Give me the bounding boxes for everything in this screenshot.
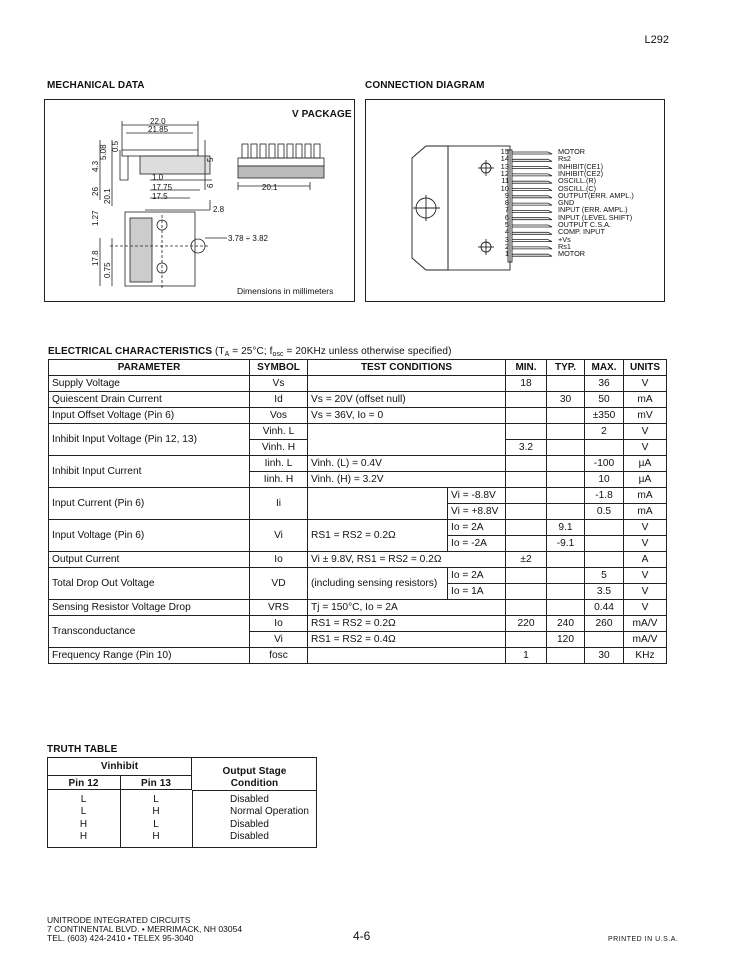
pin13-label: Pin 13 (140, 778, 172, 789)
dim-4-3: 4.3 (91, 160, 100, 172)
param-cell: Supply Voltage (49, 376, 250, 392)
table-row (49, 552, 667, 568)
condition-cell: Io = 2A (448, 520, 506, 536)
truth-pin-cell: L (80, 806, 87, 818)
condition-cell: Tj = 150°C, Io = 2A (308, 600, 506, 616)
condition-cell: Vinh. (H) = 3.2V (308, 472, 506, 488)
pin-label: MOTOR (558, 249, 586, 259)
param-cell: Input Voltage (Pin 6) (49, 520, 250, 552)
pin-number: 13 (500, 161, 509, 171)
pin-number: 15 (500, 147, 509, 156)
param-cell: Total Drop Out Voltage (49, 568, 250, 600)
min-cell: 1 (506, 648, 547, 664)
unit-cell: mA (624, 392, 667, 408)
param-cell: Transconductance (49, 616, 250, 648)
mechanical-data-title: MECHANICAL DATA (47, 80, 145, 91)
pin-number: 10 (500, 183, 509, 193)
condition-cell: Vinh. (L) = 0.4V (308, 456, 506, 472)
symbol-cell: Id (250, 392, 308, 408)
max-cell: -1.8 (585, 488, 624, 504)
footer-line-3: TEL. (603) 424-2410 • TELEX 95-3040 (47, 933, 194, 943)
param-cell: Input Offset Voltage (Pin 6) (49, 408, 250, 424)
condition-cell: RS1 = RS2 = 0.2Ω (308, 520, 448, 552)
pin-lead (512, 232, 552, 234)
table-row (49, 568, 667, 584)
symbol-cell: Vos (250, 408, 308, 424)
unit-cell: V (624, 584, 667, 600)
table-row (49, 616, 667, 632)
dim-17-75: 17.75 (152, 183, 173, 192)
condition-cell: Io = 1A (448, 584, 506, 600)
pin-number: 5 (504, 220, 509, 229)
table-row (49, 456, 667, 472)
pin-number: 4 (504, 227, 509, 237)
pin-number: 1 (504, 249, 509, 259)
truth-condition-cell: Disabled (230, 794, 269, 805)
min-cell: 220 (506, 616, 547, 632)
pin-label: COMP. INPUT (558, 227, 605, 237)
header-units: UNITS (624, 360, 667, 376)
max-cell: 50 (585, 392, 624, 408)
pin-lead (512, 254, 552, 256)
dim-0-5: 0.5 (111, 140, 120, 152)
condition-cell: Io = 2A (448, 568, 506, 584)
unit-cell: V (624, 376, 667, 392)
truth-pin-cell: H (152, 830, 160, 842)
pin-lead (512, 247, 552, 249)
truth-pin-cell: H (79, 818, 88, 830)
pin-label: OSCILL.(C) (558, 183, 597, 193)
pin-number: 6 (504, 212, 509, 222)
condition-cell: Vi = +8.8V (448, 504, 506, 520)
truth-pin-cell: L (153, 794, 159, 805)
truth-pin-cell: H (79, 830, 88, 842)
symbol-cell: Io (250, 616, 308, 632)
dim-21-85: 21.85 (148, 125, 169, 134)
pin-number: 12 (500, 168, 509, 178)
min-cell: ±2 (506, 552, 547, 568)
condition-cell: RS1 = RS2 = 0.2Ω (308, 616, 506, 632)
pin-lead (512, 159, 552, 161)
pin-lead (512, 218, 552, 220)
condition-cell: Vs = 36V, Io = 0 (308, 408, 506, 424)
header-min: MIN. (506, 360, 547, 376)
pin-label: GND (558, 198, 575, 208)
unit-cell: V (624, 568, 667, 584)
pin-number: 8 (504, 198, 509, 208)
pin-lead (512, 210, 552, 212)
pin-lead (512, 196, 552, 198)
pin-number: 3 (504, 234, 509, 244)
pin-label: INPUT (ERR. AMPL.) (558, 205, 628, 215)
param-cell: Input Current (Pin 6) (49, 488, 250, 520)
pin-number: 7 (504, 205, 509, 215)
pin-label: Rs2 (558, 154, 571, 164)
dim-5: 5 (206, 157, 215, 162)
min-cell: 18 (506, 376, 547, 392)
typ-cell: 240 (547, 616, 585, 632)
max-cell: 30 (585, 648, 624, 664)
table-row (49, 424, 667, 440)
unit-cell: V (624, 520, 667, 536)
pin-label: OUTPUT(ERR. AMPL.) (558, 190, 634, 200)
typ-cell: 30 (547, 392, 585, 408)
table-row (49, 488, 667, 504)
pin-number: 2 (504, 241, 509, 251)
pin-label: INHIBIT(CE1) (558, 161, 603, 171)
pin-number: 9 (504, 190, 509, 200)
header-typ: TYP. (547, 360, 585, 376)
pin-lead (512, 174, 552, 176)
max-cell: 0.44 (585, 600, 624, 616)
truth-pin-cell: H (152, 806, 160, 818)
condition-cell: (including sensing resistors) (308, 568, 448, 600)
symbol-cell: Vinh. H (250, 440, 308, 456)
page-number: 4-6 (353, 929, 371, 943)
min-cell: 3.2 (506, 440, 547, 456)
dim-0-75: 0.75 (103, 262, 112, 278)
header-parameter: PARAMETER (49, 360, 250, 376)
typ-cell: 9.1 (547, 520, 585, 536)
max-cell: 0.5 (585, 504, 624, 520)
condition-cell: Vi = -8.8V (448, 488, 506, 504)
dim-17-8: 17.8 (91, 250, 100, 266)
max-cell: 2 (585, 424, 624, 440)
electrical-characteristics-table (48, 359, 667, 664)
dimensions-note: Dimensions in millimeters (237, 286, 334, 296)
footer-line-1: UNITRODE INTEGRATED CIRCUITS (47, 915, 191, 925)
dim-1-27: 1.27 (91, 210, 100, 226)
param-cell: Inhibit Input Current (49, 456, 250, 488)
table-row (49, 392, 667, 408)
dim-26: 26 (91, 187, 100, 196)
pin-label: +Vs (558, 234, 571, 244)
unit-cell: V (624, 424, 667, 440)
dim-6: 6 (206, 183, 215, 188)
pin-lead (512, 203, 552, 205)
header-max: MAX. (585, 360, 624, 376)
dim-1-0: 1.0 (152, 173, 164, 182)
symbol-cell: Io (250, 552, 308, 568)
unit-cell: mA (624, 504, 667, 520)
truth-pin-cell: L (80, 794, 87, 805)
header-conditions: TEST CONDITIONS (308, 360, 506, 376)
unit-cell: mA/V (624, 616, 667, 632)
pin-label: OUTPUT C.S.A. (558, 220, 611, 229)
condition-cell: Vs = 20V (offset null) (308, 392, 506, 408)
footer-line-2: 7 CONTINENTAL BLVD. • MERRIMACK, NH 03054 (47, 924, 243, 934)
unit-cell: A (624, 552, 667, 568)
truth-condition-cell: Disabled (230, 818, 269, 830)
vinhibit-label: Vinhibit (100, 761, 139, 772)
dim-20-1: 20.1 (103, 188, 112, 204)
unit-cell: µA (624, 472, 667, 488)
pin-label: INHIBIT(CE2) (558, 168, 603, 178)
truth-table-title: TRUTH TABLE (47, 744, 118, 755)
truth-condition-cell: Disabled (230, 830, 269, 842)
symbol-cell: Vinh. L (250, 424, 308, 440)
pin-label: OSCILL.(R) (558, 176, 597, 186)
table-row (49, 648, 667, 664)
output-stage-label: Output Stage (222, 766, 287, 777)
truth-condition-cell: Normal Operation (230, 806, 309, 818)
param-cell: Sensing Resistor Voltage Drop (49, 600, 250, 616)
table-row (49, 408, 667, 424)
pin-label: INPUT (LEVEL SHIFT) (558, 212, 633, 222)
unit-cell: mV (624, 408, 667, 424)
symbol-cell: VRS (250, 600, 308, 616)
dim-5-08: 5.08 (99, 144, 108, 160)
symbol-cell: Vs (250, 376, 308, 392)
unit-cell: V (624, 440, 667, 456)
table-header-row (49, 360, 667, 376)
truth-pin-cell: L (153, 818, 159, 830)
condition-cell: Vi ± 9.8V, RS1 = RS2 = 0.2Ω (308, 552, 506, 568)
typ-cell: -9.1 (547, 536, 585, 552)
symbol-cell: Vi (250, 632, 308, 648)
condition-cell: RS1 = RS2 = 0.4Ω (308, 632, 506, 648)
dim-20-1-front: 20.1 (262, 183, 278, 192)
pin-lead (512, 152, 552, 154)
max-cell: 260 (585, 616, 624, 632)
pin-label: Rs1 (558, 241, 571, 251)
pin-lead (512, 225, 552, 227)
dim-2-8: 2.8 (213, 205, 225, 214)
condition-label: Condition (230, 778, 279, 789)
connection-diagram-title: CONNECTION DIAGRAM (365, 80, 485, 91)
unit-cell: KHz (624, 648, 667, 664)
max-cell: 5 (585, 568, 624, 584)
max-cell: 36 (585, 376, 624, 392)
unit-cell: mA/V (624, 632, 667, 648)
pin12-label: Pin 12 (68, 778, 99, 789)
unit-cell: V (624, 536, 667, 552)
max-cell: -100 (585, 456, 624, 472)
dim-22-0: 22.0 (150, 117, 166, 126)
table-row (49, 376, 667, 392)
unit-cell: mA (624, 488, 667, 504)
pin-number: 11 (501, 176, 509, 186)
part-number: L292 (644, 34, 669, 46)
symbol-cell: Vi (250, 520, 308, 552)
table-row (49, 600, 667, 616)
symbol-cell: Ii (250, 488, 308, 520)
header-symbol: SYMBOL (250, 360, 308, 376)
printed-note: PRINTED IN U.S.A. (608, 936, 679, 943)
dim-17-5: 17.5 (152, 192, 168, 201)
param-cell: Inhibit Input Voltage (Pin 12, 13) (49, 424, 250, 456)
electrical-title: ELECTRICAL CHARACTERISTICS ($T_A = 25^\circ C$; $f_{osc} = 20KHz$ unless otherwise specified) (48, 346, 452, 358)
param-cell: Quiescent Drain Current (49, 392, 250, 408)
param-cell: Frequency Range (Pin 10) (49, 648, 250, 664)
unit-cell: V (624, 600, 667, 616)
symbol-cell: VD (250, 568, 308, 600)
condition-cell: Io = -2A (448, 536, 506, 552)
max-cell: 3.5 (585, 584, 624, 600)
footer-company (47, 916, 242, 943)
symbol-cell: Iinh. L (250, 456, 308, 472)
pin-lead (512, 240, 552, 242)
pin-lead (512, 167, 552, 169)
symbol-cell: Iinh. H (250, 472, 308, 488)
pin-lead (512, 189, 552, 191)
param-cell: Output Current (49, 552, 250, 568)
max-cell: ±350 (585, 408, 624, 424)
dim-3-78: 3.78 ÷ 3.82 (228, 234, 268, 243)
package-label: V PACKAGE (292, 109, 352, 120)
pin-label: MOTOR (558, 147, 586, 156)
pin-number: 14 (500, 154, 509, 164)
pin-lead (512, 181, 552, 183)
max-cell: 10 (585, 472, 624, 488)
unit-cell: µA (624, 456, 667, 472)
symbol-cell: fosc (250, 648, 308, 664)
table-row (49, 520, 667, 536)
typ-cell: 120 (547, 632, 585, 648)
